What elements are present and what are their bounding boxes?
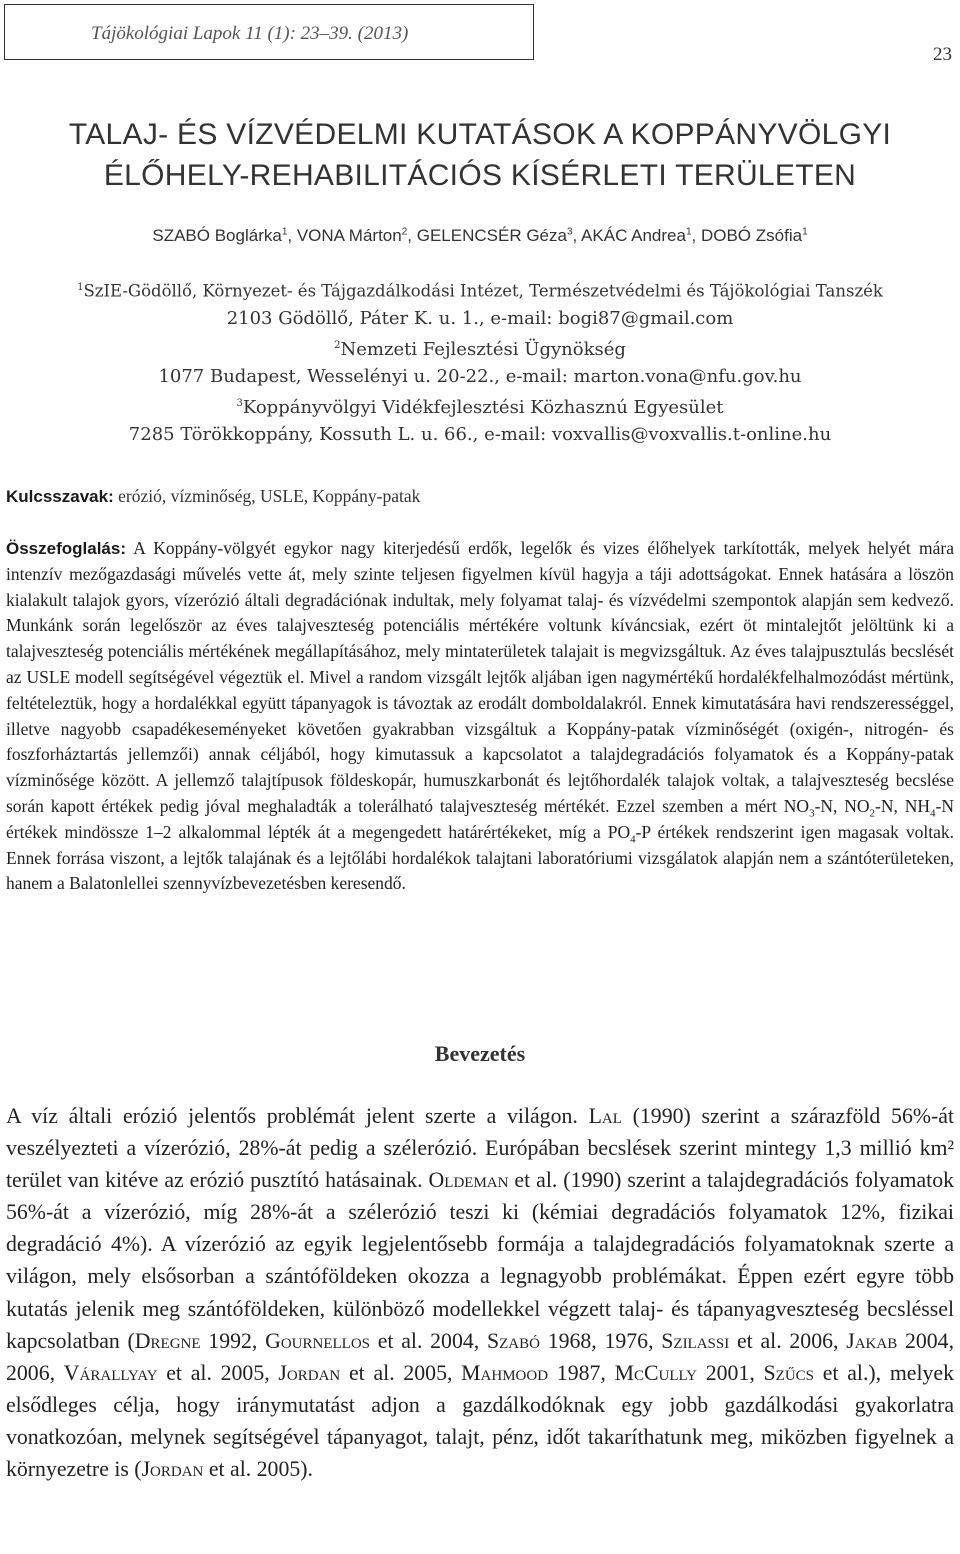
cited-author: Szabó	[486, 1328, 540, 1353]
affiliation-text: Koppányvölgyi Vidékfejlesztési Közhasznú Egyesület	[242, 396, 724, 418]
keywords-text: erózió, vízminőség, USLE, Koppány-patak	[113, 486, 421, 506]
text-run: 2001,	[697, 1360, 764, 1385]
text-run: 1968, 1976,	[539, 1328, 662, 1353]
author-affiliation-mark: 1	[802, 226, 808, 238]
subscript: 3	[809, 807, 815, 820]
cited-author: Szűcs	[763, 1360, 815, 1385]
author-affiliation-mark: 1	[685, 226, 692, 238]
cited-author: Oldeman	[428, 1168, 509, 1193]
text-run: et al. 2005).	[203, 1457, 313, 1482]
subscript: 2	[869, 807, 876, 820]
abstract-label: Összefoglalás:	[6, 539, 126, 558]
cited-author: Dregne	[134, 1328, 201, 1353]
keywords-label: Kulcsszavak:	[6, 487, 114, 506]
page-number: 23	[933, 44, 952, 65]
author-affiliation-mark: 3	[566, 226, 573, 238]
introduction-text	[6, 1100, 954, 1485]
text-run: et al. 2006,	[729, 1328, 847, 1353]
affiliation-mark: 2	[334, 339, 341, 351]
cited-author: Mahmood	[461, 1360, 549, 1385]
author-name: GELENCSÉR Géza	[416, 226, 567, 245]
subscript: 4	[630, 833, 636, 846]
section-heading: Bevezetés	[434, 1041, 526, 1066]
journal-citation: Tájökológiai Lapok 11 (1): 23–39. (2013)	[91, 23, 409, 44]
affiliation-1-line-1	[0, 274, 960, 305]
cited-author: Szilassi	[661, 1328, 730, 1353]
abstract-text: -N értékek mindössze 1–2 alkalommal lépték át a megengedett határértékeket, míg a PO	[6, 795, 954, 842]
cited-author: Gournellos	[265, 1328, 370, 1353]
affiliation-2-line-1	[0, 332, 960, 363]
text-run: et al. 2004,	[370, 1328, 487, 1353]
author-affiliation-mark: 2	[401, 226, 408, 238]
text-run: et al.), melyek elsődleges célja, hogy iránymutatást adjon a gazdálkodóknak egy jobb gazdálkodási gyakorlatra vonatkozóan, melynek segítségével tápanyagot, talajt, pénz, időt takaríthatunk meg, miközben figyelnek a környezetre is (	[6, 1360, 955, 1482]
title-line-1: TALAJ- ÉS VÍZVÉDELMI KUTATÁSOK A KOPPÁNYVÖLGYI	[68, 118, 892, 151]
author-name: VONA Márton	[296, 226, 402, 245]
cited-author: Jakab	[846, 1328, 898, 1353]
text-run: et al. 2005,	[157, 1360, 279, 1385]
affiliation-3-line-2: 7285 Törökkoppány, Kossuth L. u. 66., e-mail: voxvallis@voxvallis.t-online.hu	[128, 423, 832, 445]
author-name: DOBÓ Zsófia	[700, 226, 803, 245]
author-list: SZABÓ Boglárka$^1$, VONA Márton$^2$, GELENCSÉR Géza$^3$, AKÁC Andrea$^1$, DOBÓ Zsófia$^1$	[152, 226, 808, 245]
cited-author: Jordan	[278, 1360, 341, 1385]
cited-author: Jordan	[141, 1457, 204, 1482]
text-run: et al. 2005,	[340, 1360, 462, 1385]
affiliation-mark: 1	[77, 282, 84, 293]
abstract-text: -N, NH	[875, 795, 931, 816]
cited-author: Lal	[588, 1104, 622, 1128]
text-run: A víz általi erózió jelentős problémát jelent szerte a világon.	[6, 1104, 589, 1128]
introduction-paragraph	[6, 1100, 954, 1485]
keywords	[6, 486, 954, 507]
cited-author: Várallyay	[63, 1360, 158, 1385]
text-run: 1992,	[200, 1328, 266, 1353]
affiliation-2-line-2: 1077 Budapest, Wesselényi u. 20-22., e-mail: marton.vona@nfu.gov.hu	[158, 365, 802, 387]
text-run: 1987,	[548, 1360, 615, 1385]
affiliation-mark: 3	[236, 397, 243, 409]
journal-citation-box	[4, 4, 534, 60]
affiliation-1-line-2: 2103 Gödöllő, Páter K. u. 1., e-mail: bogi87@gmail.com	[226, 307, 734, 329]
text-run: (1990) szerint a szárazföld 56%-át veszélyezteti a vízerózió, 28%-át pedig a szélerózió. Európában becslések szerint mintegy 1,3 millió km² terület van kitéve az erózió pusztító hatásainak.	[6, 1104, 954, 1193]
abstract-text: A Koppány-völgyét egykor nagy kiterjedésű erdők, legelők és vizes élőhelyek tarkították, melyek helyét mára intenzív mezőgazdasági művelés vette át, mely szinte teljesen figyelmen kívül hagyja a táji adottságokat. Ennek hatására a löszön kialakult talajok gyors, vízerózió általi degradációnak indultak, mely folyamat talaj- és vízvédelmi szempontok alapján sem kedvező. Munkánk során legelőször az éves talajveszteség potenciális mértékére voltunk kíváncsiak, ezért öt mintalejtőt jelöltünk ki a talajveszteség potenciális mértékének megállapításához, mely mintaterületek talajait is megvizsgáltuk. Az éves talajpusztulás becslését az USLE modell segítségével végeztük el. Mivel a random vizsgált lejtők aljában igen nagymértékű hordalékfelhalmozódást mértünk, feltételeztük, hogy a hordalékkal együtt tápanyagok is távoztak az erodált domboldalakról. Ennek kimutatására havi rendszerességgel, illetve nagyobb csapadékeseményeket követően gyakrabban vizsgáltuk a Koppány-patak vízminőségét (oxigén-, nitrogén- és foszforháztartás jellemzői) annak céljából, hogy kimutassuk a kapcsolatot a talajdegradációs folyamatok és a Koppány-patak vízminősége között. A jellemző talajtípusok földeskopár, humuszkarbonát és lejtőhordalék talajok voltak, a talajveszteség becslése során kapott értékek pedig jóval meghaladták a tolerálható talajveszteség mértékét. Ezzel szemben a mért NO	[6, 538, 954, 816]
paper-title	[0, 114, 960, 196]
affiliation-text: SzIE-Gödöllő, Környezet- és Tájgazdálkodási Intézet, Természetvédelmi és Tájökológiai Tanszék	[83, 281, 883, 301]
affiliations	[0, 274, 960, 448]
cited-author: McCully	[614, 1360, 698, 1385]
author-affiliation-mark: 1	[281, 226, 288, 238]
author-name: AKÁC Andrea	[581, 226, 686, 245]
abstract	[6, 536, 954, 897]
title-line-2: ÉLŐHELY-REHABILITÁCIÓS KÍSÉRLETI TERÜLETEN	[103, 159, 857, 192]
author-name: SZABÓ Boglárka	[152, 226, 282, 245]
affiliation-text: Nemzeti Fejlesztési Ügynökség	[340, 338, 626, 360]
affiliation-3-line-1	[0, 390, 960, 421]
text-run: 2004, 2006,	[6, 1328, 955, 1385]
text-run: et al. (1990) szerint a talajdegradációs folyamatok 56%-át a vízerózió, míg 28%-át a szélerózió teszi ki (kémiai degradációs folyamatok 12%, fizikai degradáció 4%). A vízerózió az egyik legjelentősebb formája a talajdegradációs folyamatoknak szerte a világon, mely elsősorban a szántóföldeken okozza a legnagyobb problémákat. Éppen ezért egyre több kutatás jelenik meg szántóföldeken, különböző modellekkel végzett talaj- és tápanyagveszteség becsléssel kapcsolatban (	[6, 1168, 954, 1353]
abstract-text: -N, NO	[814, 795, 870, 816]
abstract-text: -P értékek rendszerint igen magasak voltak. Ennek forrása viszont, a lejtők talajának és a lejtőlábi hordalékok talajtani laboratóriumi vizsgálatok alapján nem a szántóterületeken, hanem a Balatonlellei szennyvízbevezetésben keresendő.	[6, 821, 954, 894]
subscript: 4	[930, 807, 936, 820]
